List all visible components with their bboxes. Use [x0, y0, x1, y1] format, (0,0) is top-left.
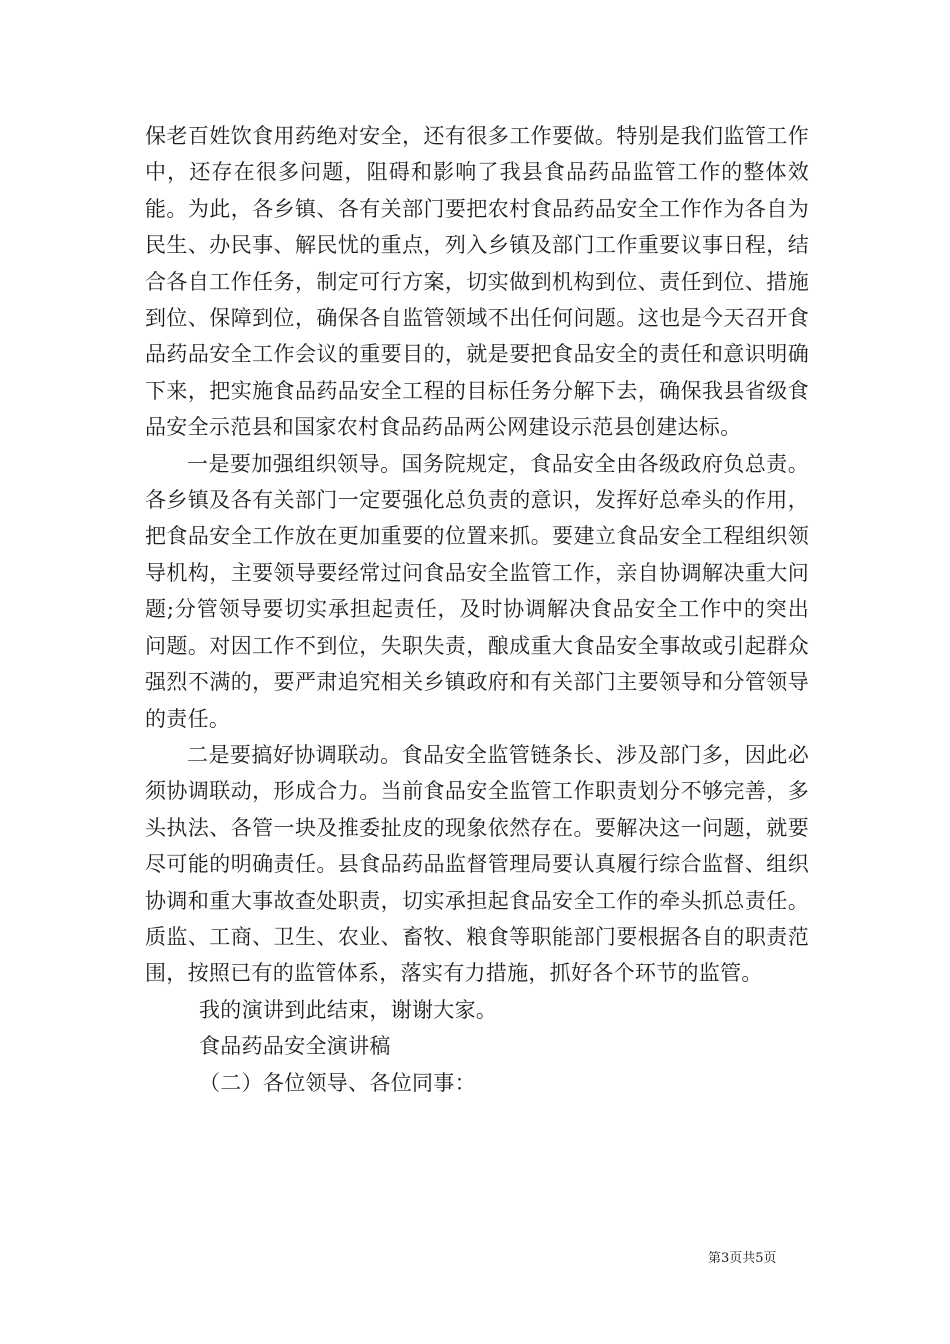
paragraph-continuation: 保老百姓饮食用药绝对安全，还有很多工作要做。特别是我们监管工作中，还存在很多问题，阻碍和影响了我县食品药品监管工作的整体效能。为此，各乡镇、各有关部门要把农村食品药品安全工作作为各自为民生、办民事、解民忧的重点，列入乡镇及部门工作重要议事日程，结合各自工作任务，制定可行方案，切实做到机构到位、责任到位、措施到位、保障到位，确保各自监管领域不出任何问题。这也是今天召开食品药品安全工作会议的重要目的，就是要把食品安全的责任和意识明确下来，把实施食品药品安全工程的目标任务分解下去，确保我县省级食品安全示范县和国家农村食品药品两公网建设示范县创建达标。: [145, 124, 809, 440]
closing-remark: 我的演讲到此结束，谢谢大家。: [199, 997, 498, 1022]
document-body: [145, 118, 809, 1101]
paragraph-organization-leadership: 一是要加强组织领导。国务院规定，食品安全由各级政府负总责。各乡镇及各有关部门一定要强化总负责的意识，发挥好总牵头的作用，把食品安全工作放在更加重要的位置来抓。要建立食品安全工程组织领导机构，主要领导要经常过问食品安全监管工作，亲自协调解决重大问题;分管领导要切实承担起责任，及时协调解决食品安全工作中的突出问题。对因工作不到位，失职失责，酿成重大食品安全事故或引起群众强烈不满的，要严肃追究相关乡镇政府和有关部门主要领导和分管领导的责任。: [145, 451, 809, 731]
page-number: 第3页共5页: [708, 1251, 777, 1266]
speech-salutation: （二）各位领导、各位同事：: [199, 1070, 476, 1095]
paragraph-coordination: 二是要搞好协调联动。食品安全监管链条长、涉及部门多，因此必须协调联动，形成合力。当前食品安全监管工作职责划分不够完善，多头执法、各管一块及推委扯皮的现象依然存在。要解决这一问题，就要尽可能的明确责任。县食品药品监督管理局要认真履行综合监督、组织协调和重大事故查处职责，切实承担起食品安全工作的牵头抓总责任。质监、工商、卫生、农业、畜牧、粮食等职能部门要根据各自的职责范围，按照已有的监管体系，落实有力措施，抓好各个环节的监管。: [145, 742, 809, 986]
speech-title: 食品药品安全演讲稿: [199, 1034, 391, 1059]
